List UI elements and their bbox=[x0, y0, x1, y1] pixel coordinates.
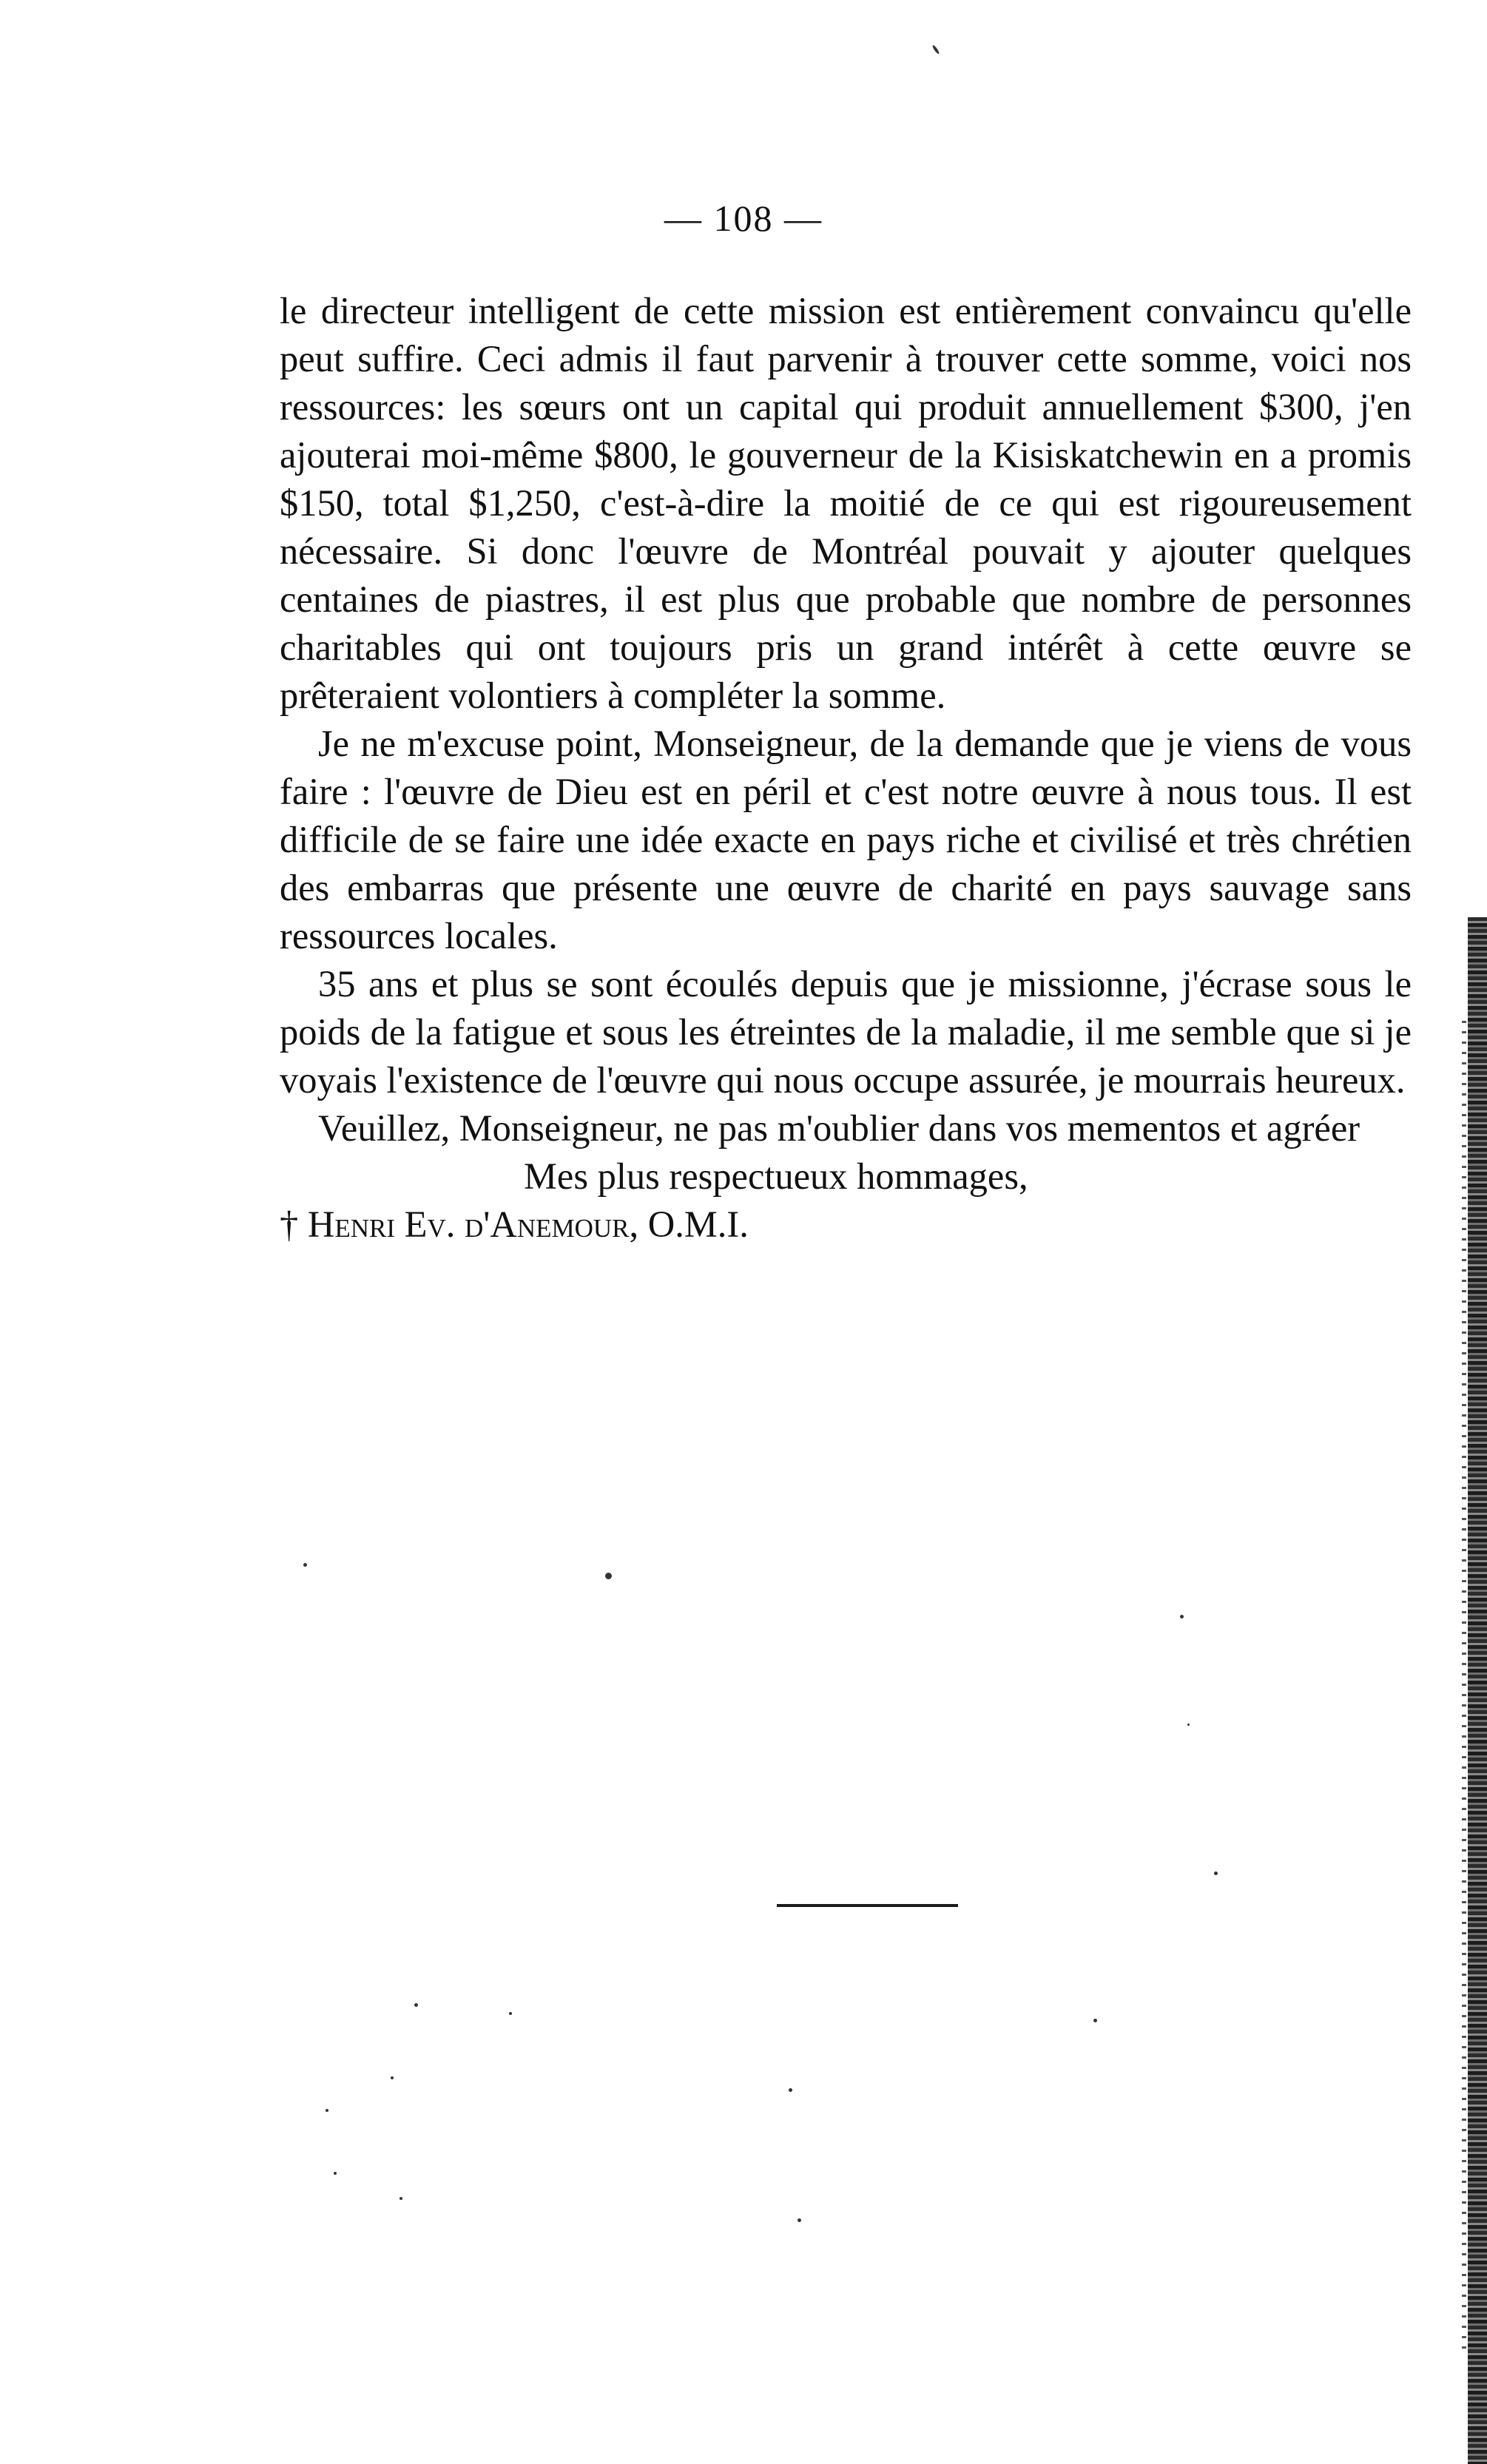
paragraph-2: Je ne m'excuse point, Monseigneur, de la demande que je viens de vous faire : l'œuvre de Dieu est en péril et c'est notre œuvre à nous tous. Il est difficile de se faire une idée exacte en pays riche et civilisé et très chrétien des embarras que présente une œuvre de charité en pays sauvage sans ressources locales. bbox=[280, 723, 1412, 956]
ink-speck bbox=[1093, 2019, 1097, 2022]
signature: † Henri Ev. d'Anemour, O.M.I. bbox=[280, 1204, 749, 1245]
paragraph-4: Veuillez, Monseigneur, ne pas m'oublier dans vos mementos et agréer bbox=[318, 1107, 1360, 1149]
ink-speck bbox=[399, 2197, 402, 2200]
ink-speck bbox=[334, 2172, 337, 2175]
closing-salutation: Mes plus respectueux hommages, bbox=[524, 1155, 1028, 1197]
ink-speck bbox=[605, 1573, 612, 1579]
ink-speck bbox=[509, 2012, 512, 2015]
ink-speck bbox=[798, 2218, 801, 2222]
page-number: — 108 — bbox=[664, 198, 823, 239]
binding-edge bbox=[1468, 917, 1487, 2464]
ink-speck bbox=[1214, 1871, 1218, 1875]
end-rule bbox=[777, 1904, 958, 1907]
ink-speck bbox=[303, 1563, 307, 1567]
ink-speck bbox=[414, 2003, 418, 2007]
ink-speck bbox=[326, 2109, 328, 2112]
letter-body bbox=[280, 287, 1412, 1249]
ink-speck bbox=[391, 2076, 394, 2079]
ink-speck bbox=[931, 44, 940, 55]
binding-shadow bbox=[1462, 1021, 1466, 2352]
paragraph-3: 35 ans et plus se sont écoulés depuis que je missionne, j'écrase sous le poids de la fatigue et sous les étreintes de la maladie, il me semble que si je voyais l'existence de l'œuvre qui nous occupe assurée, je mourrais heureux. bbox=[280, 963, 1412, 1101]
ink-speck bbox=[1187, 1724, 1190, 1726]
ink-speck bbox=[1180, 1615, 1184, 1619]
ink-speck bbox=[789, 2088, 792, 2092]
paragraph-1: le directeur intelligent de cette mission est entièrement convaincu qu'elle peut suffire. Ceci admis il faut parvenir à trouver cette somme, voici nos ressources: les sœurs ont un capital qui produit annuellement $300, j'en ajouterai moi-même $800, le gouverneur de la Kisiskatchewin en a promis $150, total $1,250, c'est-à-dire la moitié de ce qui est rigoureusement nécessaire. Si donc l'œuvre de Montréal pouvait y ajouter quelques centaines de piastres, il est plus que probable que nombre de personnes charitables qui ont toujours pris un grand intérêt à cette œuvre se prêteraient volontiers à compléter la somme. bbox=[280, 290, 1412, 716]
